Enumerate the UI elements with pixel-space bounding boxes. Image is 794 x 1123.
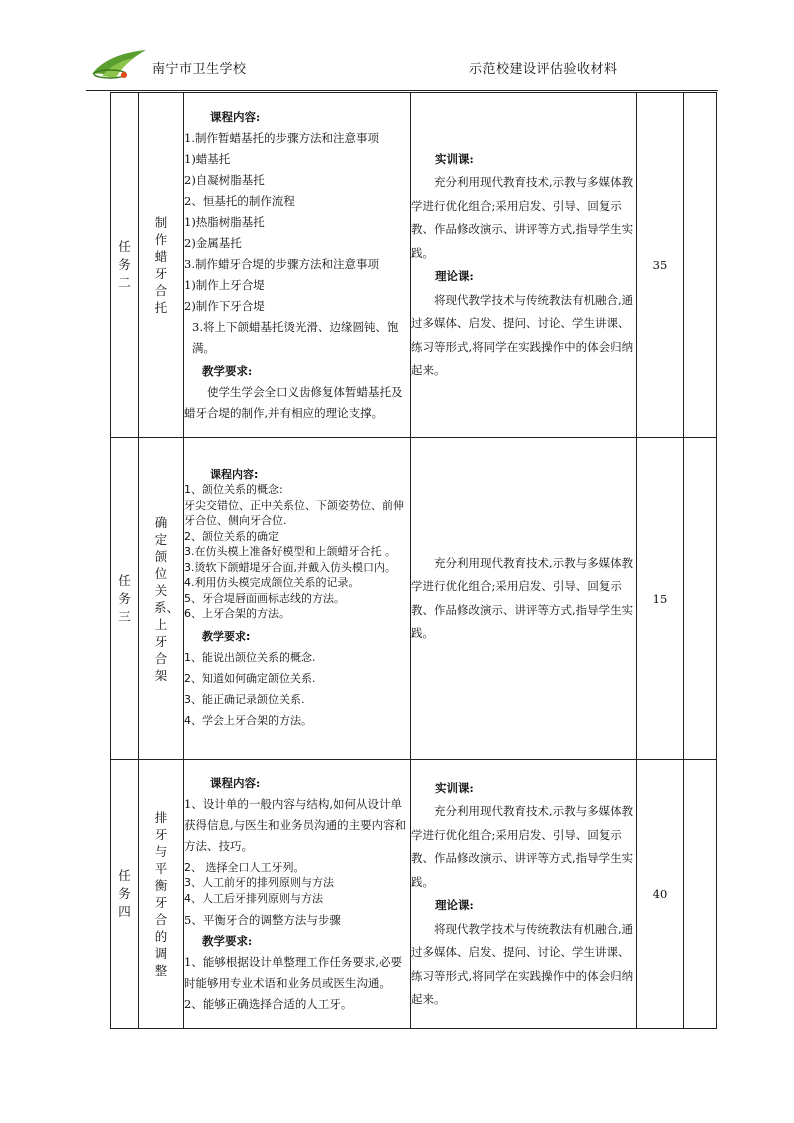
task-number-cell — [111, 93, 139, 438]
task-number: 任务三 — [118, 572, 131, 624]
page-header — [0, 0, 794, 92]
requirement-heading: 教学要求: — [202, 629, 251, 643]
hours-value: 15 — [652, 591, 668, 606]
content-item: 2、 选择全口人工牙列。 — [184, 860, 305, 874]
content-item: 3.在仿头模上准备好模型和上颌蜡牙合托 。 — [184, 545, 396, 558]
teaching-method-cell — [411, 760, 637, 1029]
blank-cell — [684, 93, 717, 438]
content-item: 3.将上下颌蜡基托烫光滑、边缘圆钝、饱满。 — [192, 319, 399, 355]
curriculum-table — [110, 92, 717, 1029]
school-logo — [88, 44, 150, 84]
content-heading: 课程内容: — [210, 467, 259, 481]
hours-value: 35 — [652, 258, 668, 272]
content-item: 2、恒基托的制作流程 — [184, 193, 295, 208]
content-item: 牙尖交错位、正中关系位、下颌姿势位、前伸牙合位、侧向牙合位. — [184, 498, 404, 527]
hours-value: 40 — [652, 887, 668, 901]
hours-cell — [637, 438, 684, 760]
requirement-item: 1、能够根据设计单整理工作任务要求,必要时能够用专业术语和业务员或医生沟通。 — [184, 955, 402, 991]
theory-heading: 理论课: — [435, 269, 474, 283]
practice-text: 充分利用现代教育技术,示教与多媒体教学进行优化组合;采用启发、引导、回复示教、作品修改演示、讲评等方式,指导学生实践。 — [411, 555, 634, 640]
course-content-cell — [184, 93, 411, 438]
practice-text: 充分利用现代教育技术,示教与多媒体教学进行优化组合;采用启发、引导、回复示教、作品修改演示、讲评等方式,指导学生实践。 — [411, 175, 634, 260]
task-number-cell — [111, 760, 139, 1029]
table-row-task-4 — [111, 760, 717, 1029]
task-name: 排牙与平衡牙合的调整 — [154, 810, 168, 978]
requirement-item: 2、知道如何确定颌位关系. — [184, 671, 316, 685]
task-number: 任务二 — [118, 239, 131, 290]
table-row-task-2 — [111, 93, 717, 438]
header-rule — [86, 90, 718, 91]
blank-cell — [684, 438, 717, 760]
requirement-heading: 教学要求: — [202, 363, 253, 378]
requirement-item: 4、学会上牙合架的方法。 — [184, 713, 312, 727]
hours-cell — [637, 760, 684, 1029]
content-item: 3.制作蜡牙合堤的步骤方法和注意事项 — [184, 256, 379, 271]
task-number: 任务四 — [118, 868, 131, 919]
hours-cell — [637, 93, 684, 438]
task-number-cell — [111, 438, 139, 760]
document-title: 示范校建设评估验收材料 — [469, 62, 618, 77]
task-name-cell — [139, 438, 184, 760]
content-item: 1、颌位关系的概念: — [184, 483, 283, 496]
theory-text: 将现代教学技术与传统教法有机融合,通过多媒体、启发、提问、讨论、学生讲课、练习等形式,将同学在实践操作中的体会归纳起来。 — [411, 292, 634, 377]
school-name: 南宁市卫生学校 — [152, 62, 247, 77]
content-heading: 课程内容: — [210, 775, 261, 790]
course-content-cell — [184, 760, 411, 1029]
content-item: 1)制作上牙合堤 — [184, 277, 265, 292]
theory-heading: 理论课: — [435, 898, 474, 912]
practice-heading: 实训课: — [435, 780, 474, 795]
content-item: 1、设计单的一般内容与结构,如何从设计单获得信息,与医生和业务员沟通的主要内容和方法、技巧。 — [184, 796, 407, 853]
content-item: 4、人工后牙排列原则与方法 — [184, 891, 323, 905]
content-item: 4.利用仿头模完成颌位关系的记录。 — [184, 576, 360, 589]
requirement-item: 3、能正确记录颌位关系. — [184, 692, 305, 706]
teaching-method-cell — [411, 438, 637, 760]
content-item: 6、上牙合架的方法。 — [184, 607, 290, 620]
task-name: 确定颌位关系、上牙合架 — [154, 514, 180, 683]
content-item: 5、平衡牙合的调整方法与步骤 — [184, 913, 341, 928]
theory-text: 将现代教学技术与传统教法有机融合,通过多媒体、启发、提问、讨论、学生讲课、练习等形式,将同学在实践操作中的体会归纳起来。 — [411, 921, 634, 1006]
requirement-text: 使学生学会全口义齿修复体暂蜡基托及蜡牙合堤的制作,并有相应的理论支撑。 — [184, 384, 403, 420]
content-item: 2)自凝树脂基托 — [184, 172, 265, 187]
requirement-item: 1、能说出颌位关系的概念. — [184, 650, 316, 664]
course-content-cell — [184, 438, 411, 760]
blank-cell — [684, 760, 717, 1029]
content-item: 3.烫软下颌蜡堤牙合面,并戴入仿头模口内。 — [184, 560, 396, 574]
content-item: 1)蜡基托 — [184, 151, 231, 166]
content-item: 1)热脂树脂基托 — [184, 214, 265, 229]
content-item: 2)金属基托 — [184, 235, 242, 250]
content-item: 3、人工前牙的排列原则与方法 — [184, 876, 334, 890]
task-name-cell — [139, 93, 184, 438]
content-item: 2、颌位关系的确定 — [184, 529, 279, 543]
table-row-task-3 — [111, 438, 717, 760]
requirement-heading: 教学要求: — [202, 934, 253, 949]
content-item: 5、牙合堤唇面画标志线的方法。 — [184, 591, 345, 605]
practice-heading: 实训课: — [435, 151, 474, 166]
task-name: 制作蜡牙合托 — [154, 215, 168, 315]
content-heading: 课程内容: — [210, 109, 261, 124]
task-name-cell — [139, 760, 184, 1029]
practice-text: 充分利用现代教育技术,示教与多媒体教学进行优化组合;采用启发、引导、回复示教、作品修改演示、讲评等方式,指导学生实践。 — [411, 804, 634, 889]
content-item: 1.制作暂蜡基托的步骤方法和注意事项 — [184, 130, 379, 145]
requirement-item: 2、能够正确选择合适的人工牙。 — [184, 997, 353, 1012]
teaching-method-cell — [411, 93, 637, 438]
content-item: 2)制作下牙合堤 — [184, 298, 265, 313]
